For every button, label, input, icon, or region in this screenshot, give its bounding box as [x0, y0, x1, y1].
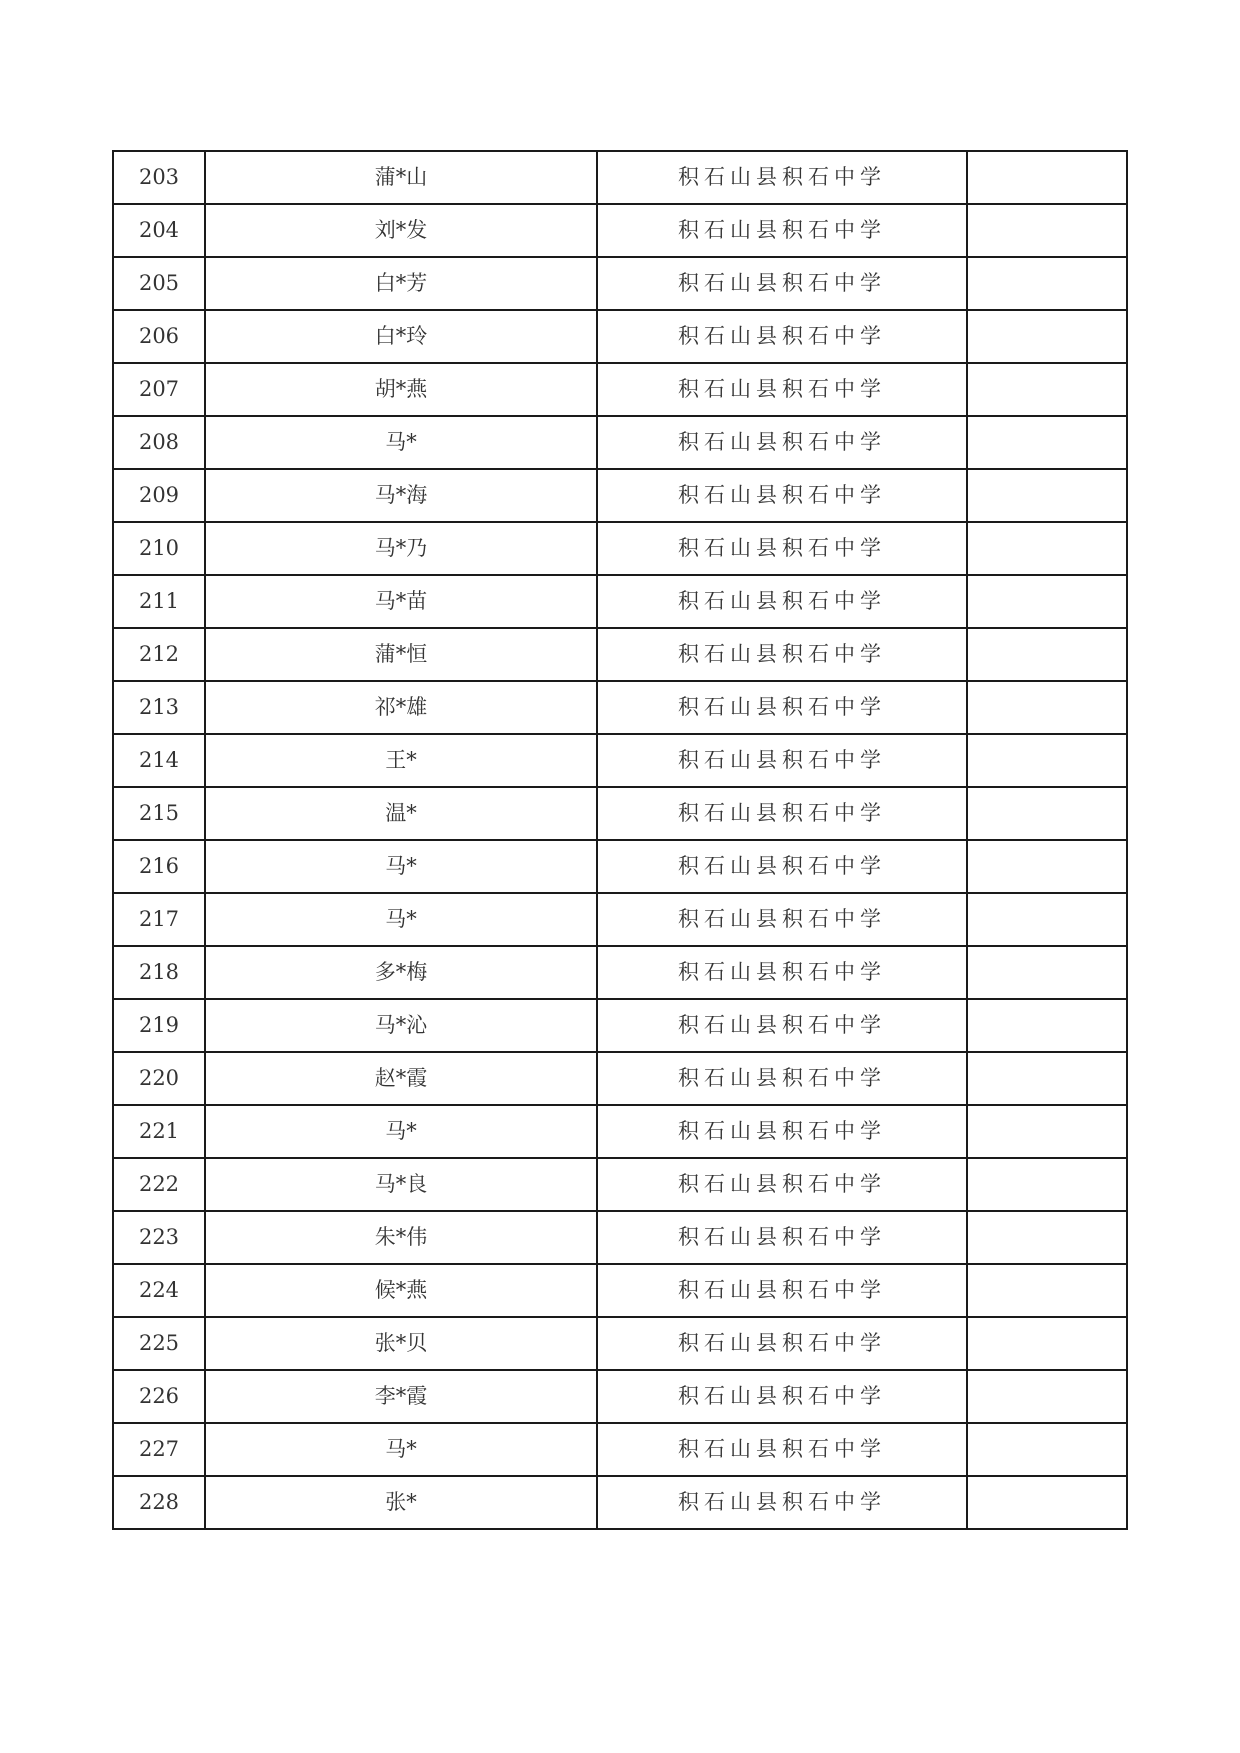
school-cell: 积石山县积石中学 [597, 522, 967, 575]
row-number-cell: 212 [113, 628, 205, 681]
row-number-cell: 216 [113, 840, 205, 893]
row-number-cell: 214 [113, 734, 205, 787]
note-cell [967, 151, 1127, 204]
name-cell: 刘*发 [205, 204, 597, 257]
name-cell: 白*芳 [205, 257, 597, 310]
note-cell [967, 681, 1127, 734]
table-row [113, 1105, 1127, 1158]
name-cell: 王* [205, 734, 597, 787]
row-number-cell: 226 [113, 1370, 205, 1423]
school-cell: 积石山县积石中学 [597, 787, 967, 840]
note-cell [967, 1105, 1127, 1158]
note-cell [967, 469, 1127, 522]
school-cell: 积石山县积石中学 [597, 1317, 967, 1370]
note-cell [967, 734, 1127, 787]
table-row [113, 1423, 1127, 1476]
table-row [113, 946, 1127, 999]
table-row [113, 522, 1127, 575]
school-cell: 积石山县积石中学 [597, 681, 967, 734]
school-cell: 积石山县积石中学 [597, 1052, 967, 1105]
row-number-cell: 203 [113, 151, 205, 204]
table-row [113, 1158, 1127, 1211]
note-cell [967, 1370, 1127, 1423]
row-number-cell: 227 [113, 1423, 205, 1476]
table-row [113, 151, 1127, 204]
row-number-cell: 217 [113, 893, 205, 946]
name-cell: 多*梅 [205, 946, 597, 999]
name-cell: 马* [205, 1105, 597, 1158]
name-cell: 祁*雄 [205, 681, 597, 734]
table-row [113, 840, 1127, 893]
note-cell [967, 1317, 1127, 1370]
name-cell: 马*海 [205, 469, 597, 522]
name-cell: 张*贝 [205, 1317, 597, 1370]
table-row [113, 1370, 1127, 1423]
note-cell [967, 522, 1127, 575]
row-number-cell: 211 [113, 575, 205, 628]
row-number-cell: 206 [113, 310, 205, 363]
name-cell: 胡*燕 [205, 363, 597, 416]
school-cell: 积石山县积石中学 [597, 999, 967, 1052]
school-cell: 积石山县积石中学 [597, 840, 967, 893]
table-row [113, 1052, 1127, 1105]
school-cell: 积石山县积石中学 [597, 1423, 967, 1476]
name-cell: 蒲*恒 [205, 628, 597, 681]
note-cell [967, 204, 1127, 257]
note-cell [967, 999, 1127, 1052]
table-row [113, 1264, 1127, 1317]
name-cell: 温* [205, 787, 597, 840]
name-cell: 朱*伟 [205, 1211, 597, 1264]
name-cell: 张* [205, 1476, 597, 1529]
school-cell: 积石山县积石中学 [597, 469, 967, 522]
table-row [113, 204, 1127, 257]
table-row [113, 734, 1127, 787]
school-cell: 积石山县积石中学 [597, 1211, 967, 1264]
school-cell: 积石山县积石中学 [597, 257, 967, 310]
note-cell [967, 310, 1127, 363]
school-cell: 积石山县积石中学 [597, 204, 967, 257]
name-cell: 马* [205, 416, 597, 469]
table-row [113, 1317, 1127, 1370]
note-cell [967, 893, 1127, 946]
row-number-cell: 215 [113, 787, 205, 840]
school-cell: 积石山县积石中学 [597, 416, 967, 469]
name-cell: 马*苗 [205, 575, 597, 628]
row-number-cell: 222 [113, 1158, 205, 1211]
name-cell: 马*良 [205, 1158, 597, 1211]
school-cell: 积石山县积石中学 [597, 734, 967, 787]
table-row [113, 310, 1127, 363]
row-number-cell: 219 [113, 999, 205, 1052]
school-cell: 积石山县积石中学 [597, 946, 967, 999]
table-row [113, 893, 1127, 946]
table-row [113, 363, 1127, 416]
name-cell: 赵*霞 [205, 1052, 597, 1105]
table-row [113, 469, 1127, 522]
row-number-cell: 220 [113, 1052, 205, 1105]
name-cell: 马*乃 [205, 522, 597, 575]
school-cell: 积石山县积石中学 [597, 893, 967, 946]
name-cell: 马*沁 [205, 999, 597, 1052]
school-cell: 积石山县积石中学 [597, 151, 967, 204]
name-cell: 马* [205, 1423, 597, 1476]
note-cell [967, 628, 1127, 681]
row-number-cell: 224 [113, 1264, 205, 1317]
row-number-cell: 213 [113, 681, 205, 734]
note-cell [967, 1264, 1127, 1317]
row-number-cell: 228 [113, 1476, 205, 1529]
table-row [113, 257, 1127, 310]
table-row [113, 575, 1127, 628]
roster-body [113, 151, 1127, 1529]
row-number-cell: 218 [113, 946, 205, 999]
school-cell: 积石山县积石中学 [597, 1264, 967, 1317]
name-cell: 候*燕 [205, 1264, 597, 1317]
note-cell [967, 416, 1127, 469]
table-row [113, 999, 1127, 1052]
row-number-cell: 209 [113, 469, 205, 522]
school-cell: 积石山县积石中学 [597, 1476, 967, 1529]
row-number-cell: 205 [113, 257, 205, 310]
school-cell: 积石山县积石中学 [597, 1105, 967, 1158]
school-cell: 积石山县积石中学 [597, 310, 967, 363]
name-cell: 李*霞 [205, 1370, 597, 1423]
note-cell [967, 257, 1127, 310]
row-number-cell: 207 [113, 363, 205, 416]
roster-table [112, 150, 1128, 1530]
table-row [113, 628, 1127, 681]
school-cell: 积石山县积石中学 [597, 1158, 967, 1211]
table-row [113, 787, 1127, 840]
table-row [113, 1211, 1127, 1264]
name-cell: 马* [205, 840, 597, 893]
name-cell: 蒲*山 [205, 151, 597, 204]
note-cell [967, 1476, 1127, 1529]
note-cell [967, 575, 1127, 628]
note-cell [967, 1052, 1127, 1105]
row-number-cell: 210 [113, 522, 205, 575]
note-cell [967, 1211, 1127, 1264]
row-number-cell: 221 [113, 1105, 205, 1158]
school-cell: 积石山县积石中学 [597, 575, 967, 628]
note-cell [967, 1158, 1127, 1211]
note-cell [967, 1423, 1127, 1476]
note-cell [967, 946, 1127, 999]
table-row [113, 416, 1127, 469]
note-cell [967, 840, 1127, 893]
table-row [113, 681, 1127, 734]
note-cell [967, 363, 1127, 416]
school-cell: 积石山县积石中学 [597, 1370, 967, 1423]
school-cell: 积石山县积石中学 [597, 363, 967, 416]
name-cell: 马* [205, 893, 597, 946]
name-cell: 白*玲 [205, 310, 597, 363]
note-cell [967, 787, 1127, 840]
table-row [113, 1476, 1127, 1529]
row-number-cell: 204 [113, 204, 205, 257]
row-number-cell: 225 [113, 1317, 205, 1370]
row-number-cell: 208 [113, 416, 205, 469]
row-number-cell: 223 [113, 1211, 205, 1264]
school-cell: 积石山县积石中学 [597, 628, 967, 681]
